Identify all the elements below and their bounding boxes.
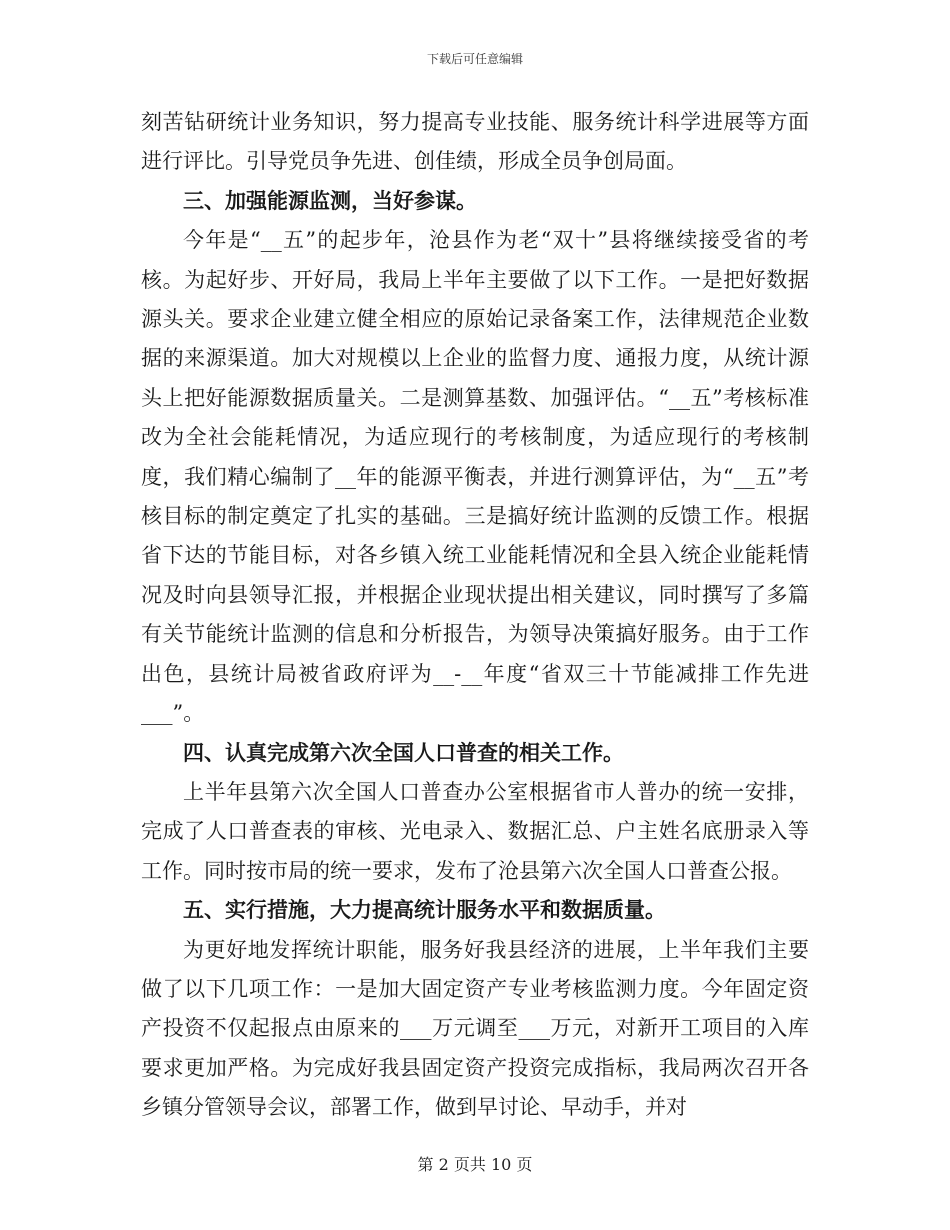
- page-header: 下载后可任意编辑: [426, 52, 523, 66]
- section-heading-5: 五、实行措施，大力提高统计服务水平和数据质量。: [183, 898, 666, 923]
- section-heading-4: 四、认真完成第六次全国人口普查的相关工作。: [183, 740, 624, 765]
- paragraph-census: 上半年县第六次全国人口普查办公室根据省市人普办的统一安排，完成了人口普查表的审核、光电录入、数据汇总、户主姓名底册录入等工作。同时按市局的统一要求，发布了沧县第六次全国人口普查公报。: [141, 779, 809, 883]
- page-number-footer: 第 2 页共 10 页: [417, 1155, 533, 1174]
- document-body: [141, 103, 809, 1128]
- paragraph-energy-monitoring: 今年是“__五”的起步年，沧县作为老“双十”县将继续接受省的考核。为起好步、开好局，我局上半年主要做了以下工作。一是把好数据源头关。要求企业建立健全相应的原始记录备案工作，法律规范企业数据的来源渠道。加大对规模以上企业的监督力度、通报力度，从统计源头上把好能源数据质量关。二是测算基数、加强评估。“__五”考核标准改为全社会能耗情况，为适应现行的考核制度，为适应现行的考核制度，我们精心编制了__年的能源平衡表，并进行测算评估，为“__五”考核目标的制定奠定了扎实的基础。三是搞好统计监测的反馈工作。根据省下达的节能目标，对各乡镇入统工业能耗情况和全县入统企业能耗情况及时向县领导汇报，并根据企业现状提出相关建议，同时撰写了多篇有关节能统计监测的信息和分析报告，为领导决策搞好服务。由于工作出色，县统计局被省政府评为__-__年度“省双三十节能减排工作先进___”。: [141, 228, 809, 726]
- section-heading-3: 三、加强能源监测，当好参谋。: [183, 188, 477, 213]
- paragraph-statistics-service: 为更好地发挥统计职能，服务好我县经济的进展，上半年我们主要做了以下几项工作：一是加大固定资产专业考核监测力度。今年固定资产投资不仅起报点由原来的___万元调至___万元，对新开工项目的入库要求更加严格。为完成好我县固定资产投资完成指标，我局两次召开各乡镇分管领导会议，部署工作，做到早讨论、早动手，并对: [141, 937, 809, 1120]
- paragraph-continued: 刻苦钻研统计业务知识，努力提高专业技能、服务统计科学进展等方面进行评比。引导党员争先进、创佳绩，形成全员争创局面。: [141, 110, 809, 174]
